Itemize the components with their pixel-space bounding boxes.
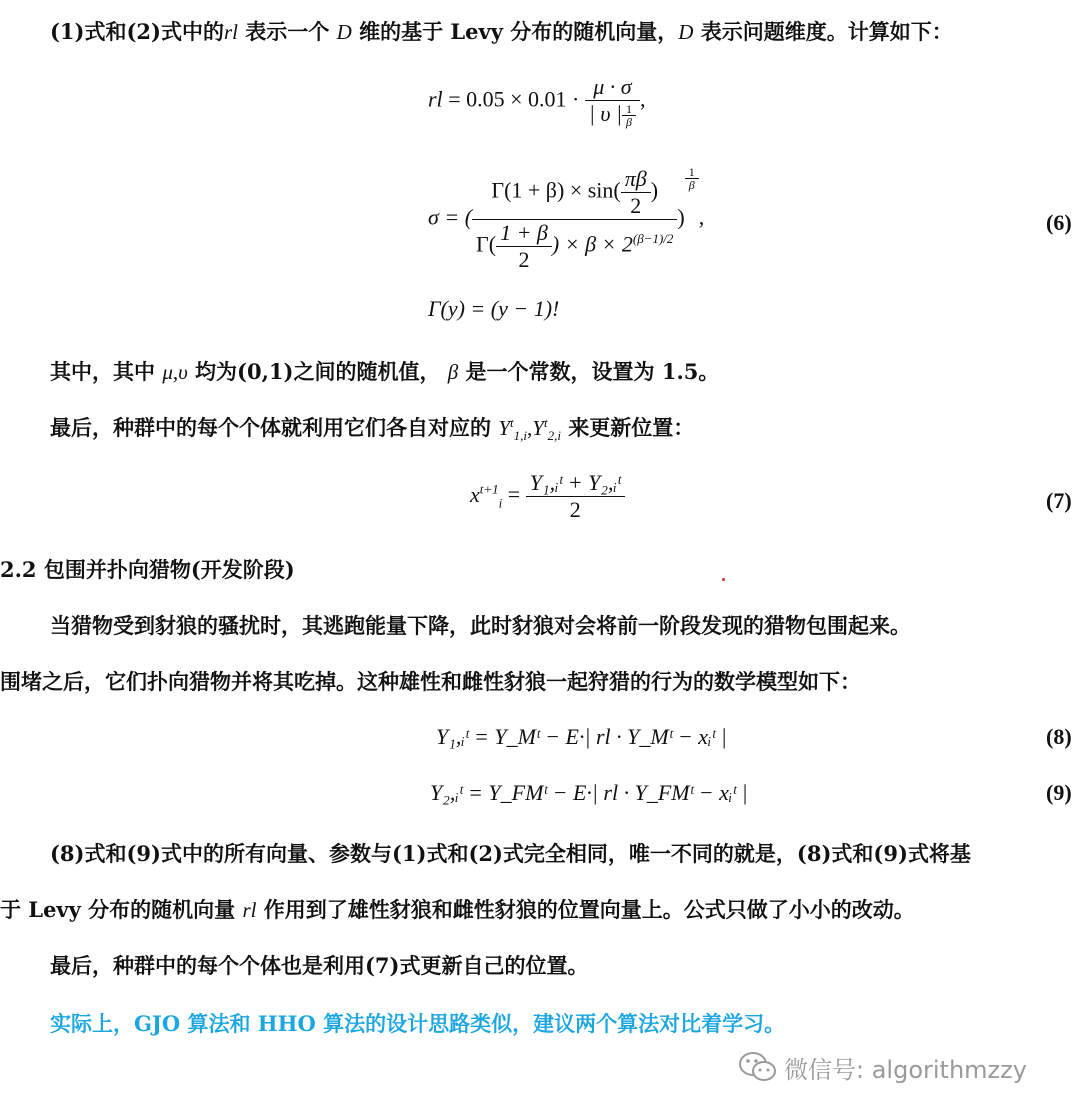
eq6-sigma-den-den: 2 (496, 246, 552, 273)
paragraph-differences-line2 (0, 894, 915, 924)
equation-sigma (428, 166, 704, 273)
eq6-sigma-num-c: ) (650, 177, 659, 203)
eq6-gamma: Γ(y) = (y − 1)! (428, 296, 560, 321)
p1-var-rl: rl (223, 20, 238, 44)
p3-y1: Y (498, 416, 510, 440)
paragraph-rl-definition (50, 16, 953, 46)
eq6-sigma-den-c: ) × β × 2 (551, 231, 633, 257)
eq6-rl-fraction (585, 74, 640, 128)
paragraph-encircle-line2: 围堵之后，它们扑向猎物并将其吃掉。这种雄性和雌性豺狼一起狩猎的行为的数学模型如下： (0, 669, 861, 694)
equation-number-8: (8) (1046, 724, 1072, 749)
p2-text-c: 均为(0,1)之间的随机值， (187, 359, 448, 384)
eq7-fraction (526, 470, 625, 523)
p1-var-d: D (336, 20, 352, 44)
p5-text-c: 作用到了雄性豺狼和雌性豺狼的位置向量上。公式只做了小小的改动。 (256, 897, 915, 922)
eq6-sigma-den-num: 1 + β (500, 220, 548, 245)
p2-text-a: 其中，其中 (50, 359, 163, 384)
p2-var-beta: β (447, 360, 459, 384)
eq6-sigma-num-a: Γ(1 + β) × sin( (491, 177, 621, 203)
eq6-sigma-close: ) (677, 204, 685, 230)
eq7-den: 2 (526, 496, 625, 523)
equation-9: Y₂,ᵢᵗ = Y_FMᵗ − E·| rl · Y_FMᵗ − xᵢᵗ | (430, 780, 748, 805)
equation-rl (428, 74, 646, 128)
eq6-rl-den-text: | υ | (588, 101, 623, 126)
p1-text-a: (1)式和(2)式中的 (50, 19, 224, 44)
eq6-rl-tail: , (640, 86, 646, 112)
equation-number-6: (6) (1046, 210, 1072, 235)
eq7-lhs (470, 481, 503, 510)
paragraph-random-values (50, 356, 719, 386)
equation-gamma (428, 296, 559, 322)
equation-7 (470, 470, 625, 523)
eq6-sigma-den-exp: (β−1)/2 (632, 231, 674, 247)
eq7-x-sub: i (498, 494, 503, 510)
wechat-icon (738, 1051, 778, 1091)
p3-text-a: 最后，种群中的每个个体就利用它们各自对应的 (50, 415, 499, 440)
eq6-sigma-den-frac (496, 220, 552, 273)
eq6-rl-exp-num: 1 (626, 102, 633, 117)
watermark-text: 微信号: algorithmzzy (784, 1056, 1027, 1084)
paragraph-tip: 实际上，GJO 算法和 HHO 算法的设计思路类似，建议两个算法对比着学习。 (50, 1011, 786, 1036)
eq7-num: Y₁,ᵢᵗ + Y₂,ᵢᵗ (529, 470, 621, 495)
p3-text-c: 来更新位置： (560, 415, 695, 440)
p2-var-mu-upsilon: μ,υ (162, 360, 188, 384)
p2-text-e: 是一个常数，设置为 1.5。 (458, 359, 720, 384)
eq6-sigma-fraction (472, 166, 677, 273)
section-heading: 2.2 包围并扑向猎物(开发阶段) (0, 557, 295, 582)
p3-y1-sub: 1,i (513, 428, 527, 444)
eq6-sigma-num-frac (621, 166, 651, 219)
p1-var-d2: D (678, 20, 694, 44)
eq6-rl-mid: = 0.05 × 0.01 · (442, 86, 585, 112)
p3-y2-sup: t (543, 415, 548, 430)
equation-8: Y₁,ᵢᵗ = Y_Mᵗ − E·| rl · Y_Mᵗ − xᵢᵗ | (436, 724, 727, 749)
p3-y1-sup: t (510, 415, 514, 430)
eq6-sigma-exp (685, 166, 699, 191)
p3-y2-sub: 2,i (547, 428, 561, 444)
equation-number-9: (9) (1046, 780, 1072, 805)
paragraph-encircle-line1: 当猎物受到豺狼的骚扰时，其逃跑能量下降，此时豺狼对会将前一阶段发现的猎物包围起来。 (50, 613, 911, 638)
p3-var-y2 (532, 415, 561, 444)
p1-text-e: 维的基于 Levy 分布的随机向量， (351, 19, 679, 44)
eq6-rl-den (585, 100, 640, 128)
watermark (738, 1050, 1027, 1091)
eq6-sigma-tail: , (698, 204, 705, 230)
eq6-sigma-pibeta: πβ (624, 166, 647, 191)
p5-text-a: 于 Levy 分布的随机向量 (0, 897, 243, 922)
eq6-sigma-den (472, 219, 677, 273)
equation-number-7: (7) (1046, 488, 1072, 513)
eq6-rl-exp-den: β (622, 115, 636, 128)
eq7-x-sup: t+1 (479, 481, 499, 497)
eq6-rl-lhs: rl (428, 86, 443, 112)
eq6-sigma-num (472, 166, 677, 219)
red-dot-mark (722, 578, 725, 581)
paragraph-update-position (50, 412, 694, 442)
eq6-sigma-two: 2 (621, 192, 651, 219)
eq6-rl-num: μ · σ (593, 74, 632, 99)
eq6-rl-den-exp (622, 103, 636, 128)
paragraph-differences-line1: (8)式和(9)式中的所有向量、参数与(1)式和(2)式完全相同，唯一不同的就是，(8)式和(9)式将基 (50, 841, 971, 866)
eq6-sigma-den-a: Γ( (476, 231, 497, 257)
eq6-sigma-exp-den: β (685, 178, 699, 191)
p1-text-g: 表示问题维度。计算如下： (693, 19, 953, 44)
p1-text-c: 表示一个 (237, 19, 337, 44)
p3-var-y1 (498, 415, 527, 444)
paragraph-final-update: 最后，种群中的每个个体也是利用(7)式更新自己的位置。 (50, 953, 589, 978)
eq7-equals: = (502, 481, 526, 507)
eq6-sigma-lhs: σ = ( (428, 204, 473, 230)
p3-y2: Y (532, 416, 544, 440)
eq7-x: x (470, 481, 480, 507)
p5-var-rl: rl (242, 898, 257, 922)
p3-comma: , (527, 416, 533, 440)
eq6-sigma-exp-num: 1 (688, 165, 695, 179)
